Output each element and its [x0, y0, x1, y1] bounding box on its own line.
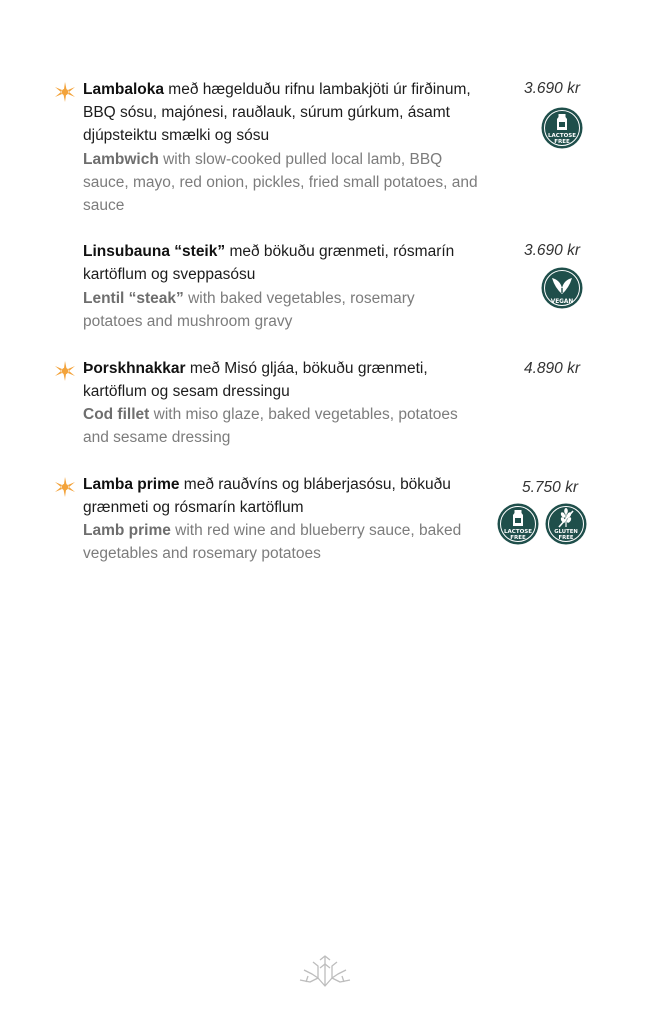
item-desc-is: með rauðvíns og bláberjasósu, bökuðu grænmeti og rósmarín kartöflum	[83, 476, 451, 517]
item-price: 3.690 kr	[524, 242, 581, 259]
item-desc-is: með Misó gljáa, bökuðu grænmeti, kartöflum og sesam dressingu	[83, 360, 428, 401]
star-icon	[53, 359, 77, 383]
item-desc-is: með hægelduðu rifnu lambakjöti úr firðinum, BBQ sósu, majónesi, rauðlauk, súrum gúrkum, ásamt djúpsteiktu smælki og sósu	[83, 81, 471, 145]
item-name-en: Cod fillet	[83, 406, 150, 423]
svg-text:LACTOSE: LACTOSE	[548, 133, 576, 139]
item-description-is	[83, 78, 478, 148]
item-desc-en: with baked vegetables, rosemary potatoes and mushroom gravy	[83, 290, 415, 331]
star-icon	[53, 475, 77, 499]
item-description-en	[83, 519, 478, 565]
item-description-en	[83, 403, 478, 449]
item-description-is	[83, 357, 478, 403]
svg-text:GLUTEN: GLUTEN	[554, 529, 578, 535]
svg-text:FREE: FREE	[558, 535, 574, 541]
item-name-is: Lambaloka	[83, 81, 164, 98]
item-desc-is: með bökuðu grænmeti, rósmarín kartöflum og sveppasósu	[83, 243, 455, 284]
item-desc-en: with slow-cooked pulled local lamb, BBQ sauce, mayo, red onion, pickles, fried small potatoes, and sauce	[83, 151, 478, 215]
svg-text:FREE: FREE	[554, 139, 570, 145]
item-description-en	[83, 287, 478, 333]
item-description-is	[83, 473, 478, 519]
lactose-free-icon	[496, 502, 540, 546]
svg-text:FREE: FREE	[510, 535, 526, 541]
item-price: 3.690 kr	[524, 80, 581, 97]
item-description-en	[83, 148, 478, 218]
svg-text:LACTOSE: LACTOSE	[504, 529, 532, 535]
item-desc-en: with red wine and blueberry sauce, baked vegetables and rosemary potatoes	[83, 522, 462, 563]
item-desc-en: with miso glaze, baked vegetables, potatoes and sesame dressing	[83, 406, 458, 447]
lactose-free-icon	[540, 106, 584, 150]
snowflake-logo-icon	[296, 952, 354, 992]
star-icon	[53, 80, 77, 104]
item-price: 4.890 kr	[524, 360, 581, 377]
item-name-is: Lamba prime	[83, 476, 180, 493]
svg-text:VEGAN: VEGAN	[550, 299, 574, 305]
item-name-en: Lamb prime	[83, 522, 171, 539]
item-name-en: Lentil “steak”	[83, 290, 184, 307]
item-name-is: Linsubauna “steik”	[83, 243, 226, 260]
item-description-is	[83, 240, 478, 286]
item-name-is: Þorskhnakkar	[83, 360, 186, 377]
item-name-en: Lambwich	[83, 151, 159, 168]
item-price: 5.750 kr	[522, 479, 579, 496]
gluten-free-icon	[544, 502, 588, 546]
vegan-icon	[540, 266, 584, 310]
